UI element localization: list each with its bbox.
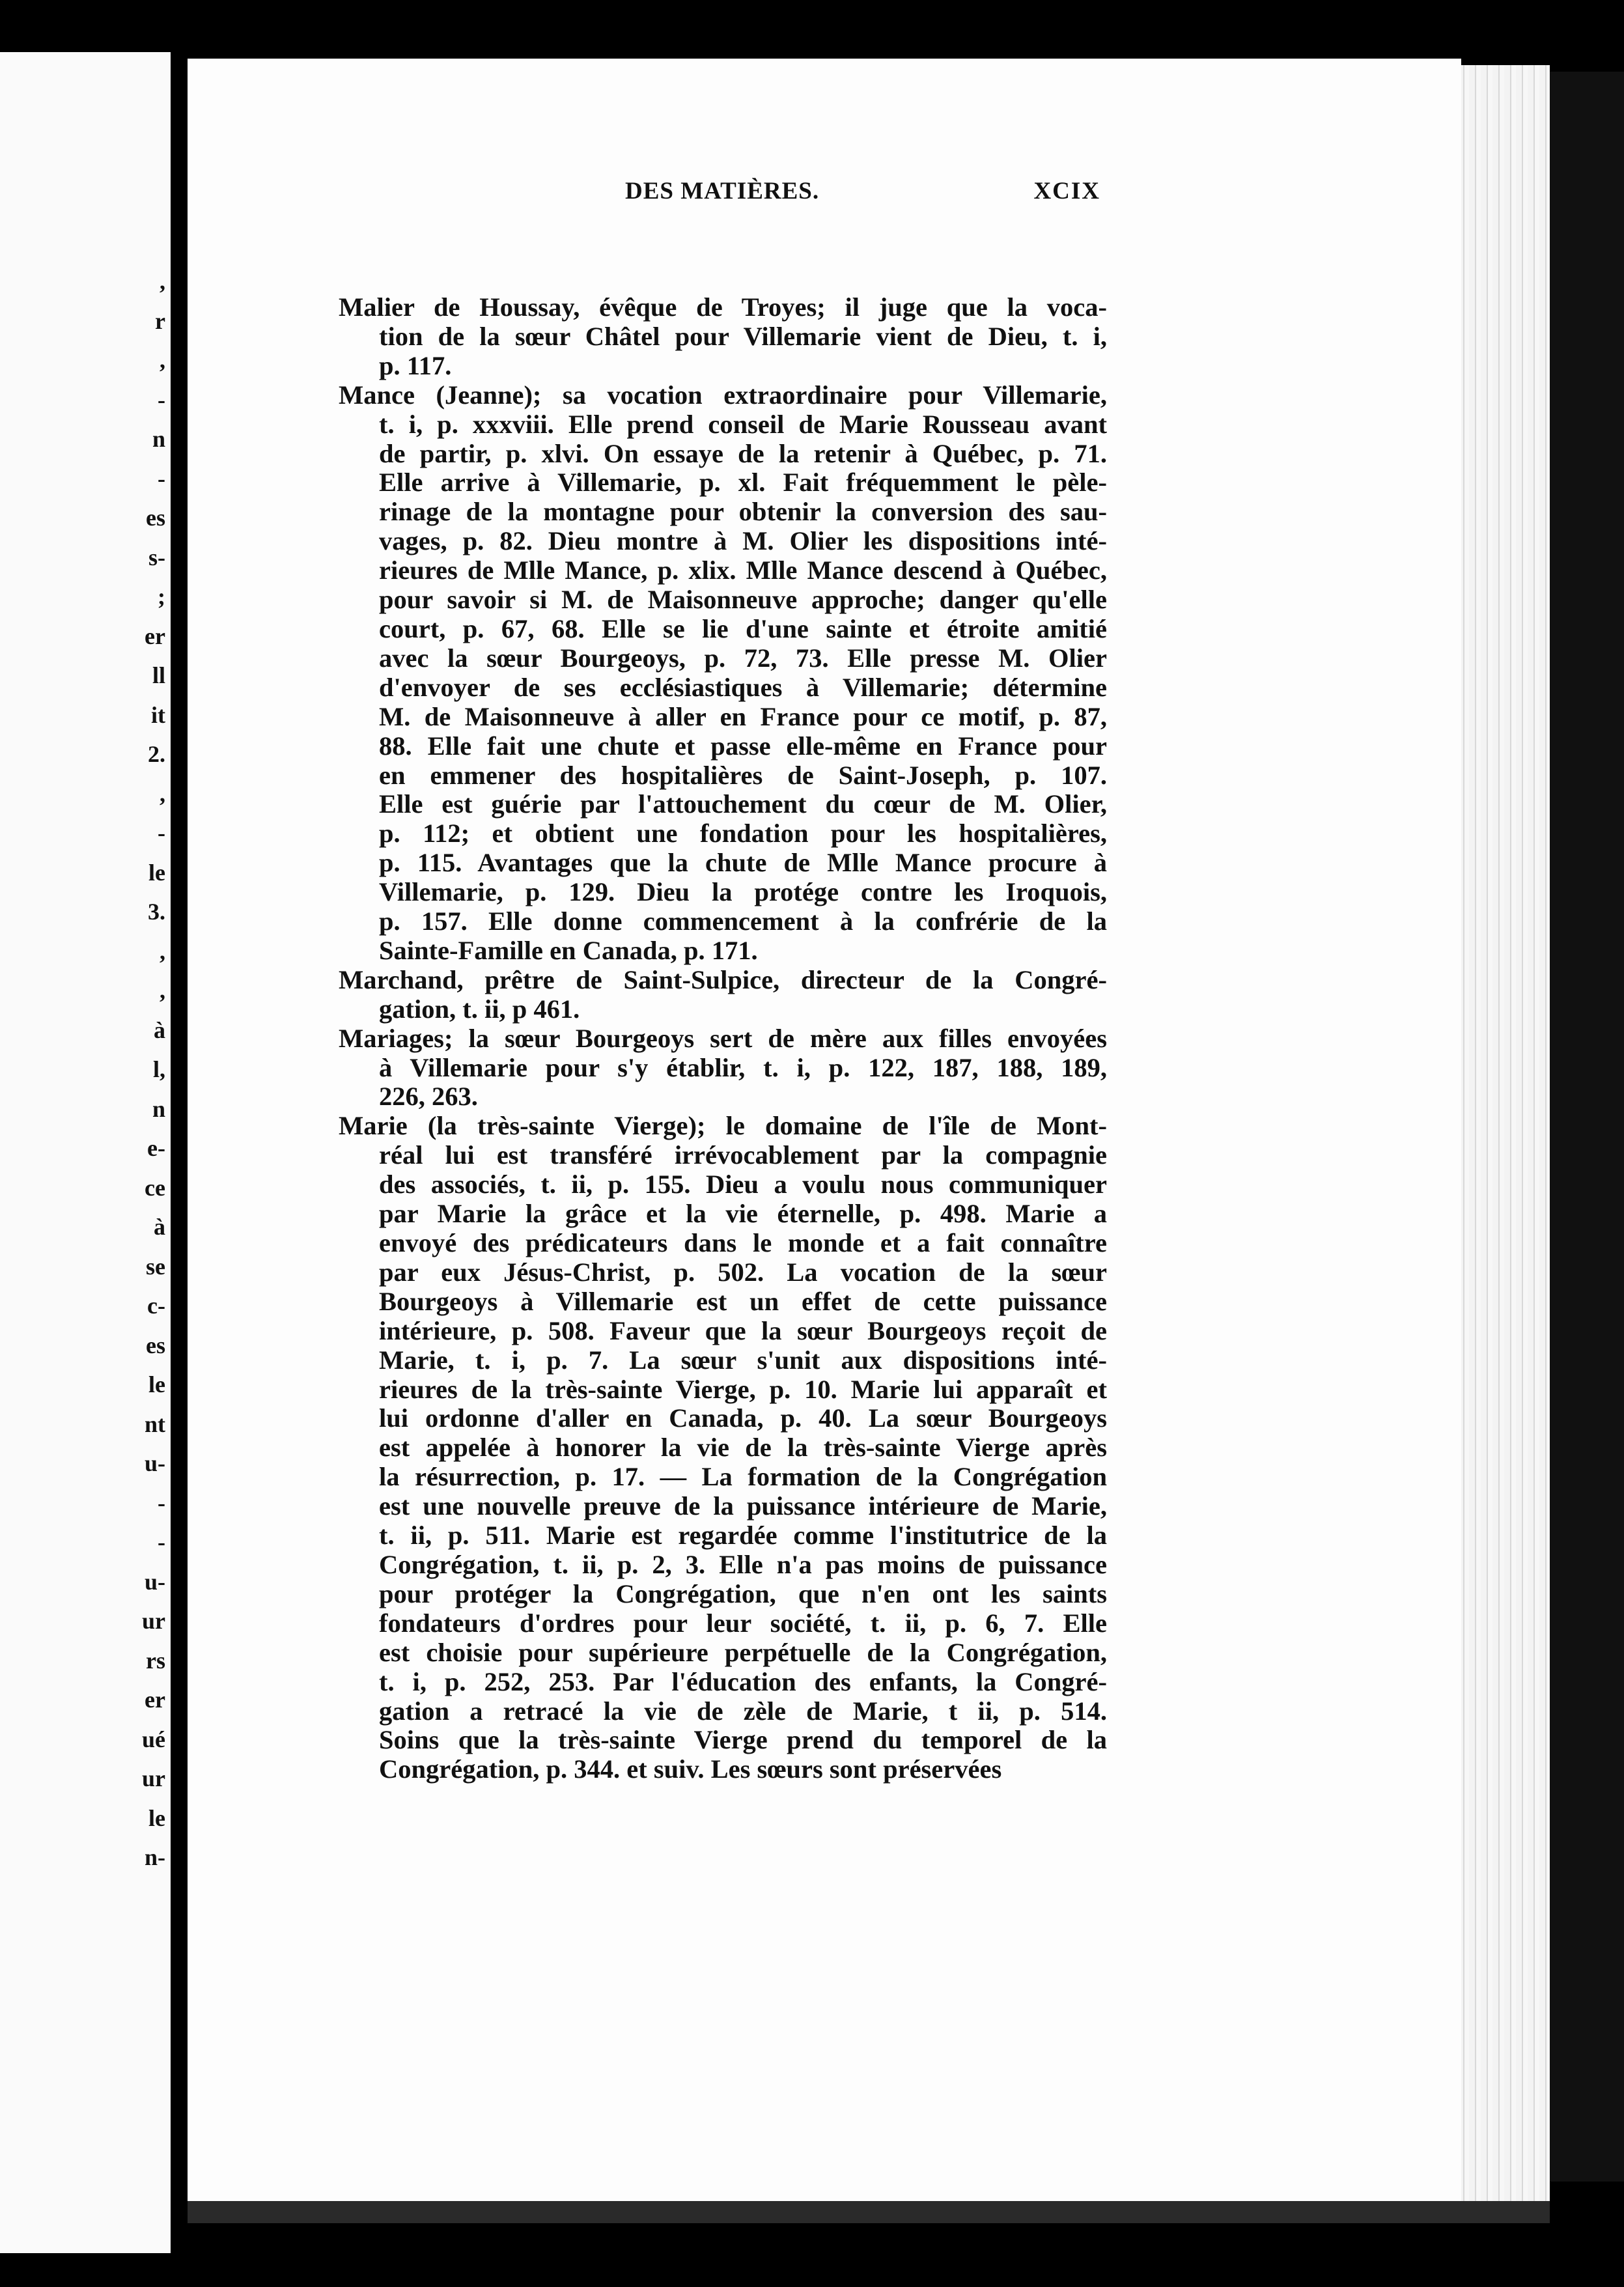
left-text-fragment: s- (148, 544, 165, 570)
left-text-fragment: le (148, 859, 165, 886)
left-text-fragment: c- (147, 1293, 165, 1319)
left-text-fragment: le (148, 1804, 165, 1831)
text-line: avec la sœur Bourgeoys, p. 72, 73. Elle presse M. Olier (379, 643, 1107, 673)
left-text-fragment: - (158, 820, 165, 846)
text-line: vages, p. 82. Dieu montre à M. Olier les dispositions inté- (379, 526, 1107, 556)
text-line: Congrégation, p. 344. et suiv. Les sœurs sont préservées (379, 1754, 1002, 1784)
left-text-fragment: , (160, 268, 165, 294)
text-line: court, p. 67, 68. Elle se lie d'une sainte et étroite amitié (379, 613, 1107, 643)
left-text-fragment: se (146, 1253, 165, 1280)
left-text-fragment: n (152, 426, 165, 452)
text-line: 226, 263. (379, 1082, 478, 1112)
text-line: p. 112; et obtient une fondation pour les hospitalières, (379, 819, 1107, 849)
index-entry (339, 1112, 1107, 1784)
text-line: Congrégation, t. ii, p. 2, 3. Elle n'a pas moins de puissance (379, 1549, 1107, 1579)
left-text-fragment: 3. (148, 899, 165, 925)
left-text-fragment: ué (142, 1726, 165, 1752)
text-line: t. i, p. 252, 253. Par l'éducation des enfants, la Congré- (379, 1666, 1107, 1696)
text-line: par Marie la grâce et la vie éternelle, p. 498. Marie a (379, 1199, 1107, 1229)
left-text-fragment: ; (158, 583, 165, 610)
left-text-fragment: ll (152, 662, 165, 688)
text-line: M. de Maisonneuve à aller en France pour ce motif, p. 87, (379, 701, 1107, 731)
text-line: réal lui est transféré irrévocablement par la compagnie (379, 1140, 1107, 1170)
text-line: est choisie pour supérieure perpétuelle de la Congrégation, (379, 1637, 1107, 1667)
text-line: Marie, t. i, p. 7. La sœur s'unit aux dispositions inté- (379, 1345, 1107, 1375)
left-text-fragment: nt (144, 1410, 165, 1437)
left-text-fragment: ur (142, 1608, 165, 1634)
left-text-fragment: 2. (148, 741, 165, 767)
text-line: Elle est guérie par l'attouchement du cœur de M. Olier, (379, 789, 1107, 819)
page-number: XCIX (1033, 178, 1100, 204)
left-text-fragment: - (158, 465, 165, 492)
left-text-fragment: r (155, 307, 165, 334)
text-line: lui ordonne d'aller en Canada, p. 40. La sœur Bourgeoys (379, 1403, 1107, 1433)
index-entry (339, 966, 1107, 1024)
left-page (0, 52, 171, 2253)
left-text-fragment: u- (144, 1568, 165, 1595)
text-line: gation a retracé la vie de zèle de Marie, t ii, p. 514. (379, 1696, 1107, 1726)
text-line: envoyé des prédicateurs dans le monde et a fait connaître (379, 1228, 1107, 1257)
left-text-fragment: , (160, 347, 165, 373)
text-line: rieures de Mlle Mance, p. xlix. Mlle Mance descend à Québec, (379, 555, 1107, 585)
left-text-fragment: it (151, 701, 165, 728)
left-text-fragment: u- (144, 1450, 165, 1476)
left-text-fragment: l, (152, 1056, 165, 1082)
left-text-fragment: ce (145, 1174, 165, 1201)
text-line: d'envoyer de ses ecclésiastiques à Villemarie; détermine (379, 672, 1107, 702)
text-line: Soins que la très-sainte Vierge prend du temporel de la (379, 1725, 1107, 1755)
book-gutter (171, 52, 188, 2266)
text-line: Mance (Jeanne); sa vocation extraordinaire pour Villemarie, (339, 380, 1107, 410)
text-line: Mariages; la sœur Bourgeoys sert de mère aux filles envoyées (339, 1023, 1107, 1053)
text-line: fondateurs d'ordres pour leur société, t. ii, p. 6, 7. Elle (379, 1608, 1107, 1638)
left-text-fragment: er (145, 623, 165, 649)
text-line: rinage de la montagne pour obtenir la conversion des sau- (379, 497, 1107, 527)
scan-border (1550, 72, 1624, 2182)
left-text-fragment: er (145, 1687, 165, 1713)
left-text-fragment: n- (144, 1844, 165, 1870)
text-line: Bourgeoys à Villemarie est un effet de cette puissance (379, 1286, 1107, 1316)
text-line: p. 157. Elle donne commencement à la confrérie de la (379, 906, 1107, 936)
left-text-fragment: le (148, 1371, 165, 1397)
index-entry (339, 1024, 1107, 1112)
left-text-fragment: à (154, 1214, 165, 1240)
text-line: pour protéger la Congrégation, que n'en ont les saints (379, 1578, 1107, 1608)
text-line: p. 115. Avantages que la chute de Mlle Mance procure à (379, 848, 1107, 878)
text-line: Marie (la très-sainte Vierge); le domaine de l'île de Mont- (339, 1111, 1107, 1141)
index-entry (339, 293, 1107, 381)
index-entry (339, 381, 1107, 966)
text-line: de partir, p. xlvi. On essaye de la retenir à Québec, p. 71. (379, 438, 1107, 468)
left-text-fragment: rs (146, 1647, 165, 1674)
text-line: en emmener des hospitalières de Saint-Joseph, p. 107. (379, 760, 1107, 790)
running-header (417, 177, 1100, 216)
left-text-fragment: n (152, 1095, 165, 1122)
left-text-fragment: - (158, 386, 165, 413)
text-line: tion de la sœur Châtel pour Villemarie vient de Dieu, t. i, (379, 321, 1107, 351)
left-text-fragment: es (146, 505, 165, 531)
left-text-fragment: e- (147, 1135, 165, 1161)
text-line: Sainte-Famille en Canada, p. 171. (379, 935, 758, 965)
text-line: pour savoir si M. de Maisonneuve approche; danger qu'elle (379, 585, 1107, 615)
left-text-fragment: ur (142, 1765, 165, 1791)
left-text-fragment: , (160, 977, 165, 1003)
text-line: par eux Jésus-Christ, p. 502. La vocation de la sœur (379, 1257, 1107, 1287)
index-text (339, 293, 1107, 1784)
text-line: Villemarie, p. 129. Dieu la protége contre les Iroquois, (379, 877, 1107, 907)
left-text-fragment: - (158, 1489, 165, 1516)
text-line: gation, t. ii, p 461. (379, 994, 580, 1024)
text-line: p. 117. (379, 350, 452, 380)
left-text-fragment: à (154, 1017, 165, 1043)
text-line: la résurrection, p. 17. — La formation de la Congrégation (379, 1462, 1107, 1492)
text-line: Malier de Houssay, évêque de Troyes; il juge que la voca- (339, 292, 1107, 322)
section-title: DES MATIÈRES. (625, 178, 820, 204)
left-text-fragment: , (160, 780, 165, 807)
text-line: Marchand, prêtre de Saint-Sulpice, directeur de la Congré- (339, 964, 1107, 994)
text-line: des associés, t. ii, p. 155. Dieu a voulu nous communiquer (379, 1170, 1107, 1200)
left-page-text-fragments (0, 52, 171, 2253)
page-bottom-shadow (188, 2201, 1550, 2223)
text-line: t. i, p. xxxviii. Elle prend conseil de Marie Rousseau avant (379, 409, 1107, 439)
text-line: est appelée à honorer la vie de la très-sainte Vierge après (379, 1433, 1107, 1463)
text-line: est une nouvelle preuve de la puissance intérieure de Marie, (379, 1491, 1107, 1521)
text-line: rieures de la très-sainte Vierge, p. 10. Marie lui apparaît et (379, 1374, 1107, 1404)
left-text-fragment: es (146, 1332, 165, 1358)
page-stack-edges (1446, 65, 1550, 2201)
text-line: intérieure, p. 508. Faveur que la sœur Bourgeoys reçoit de (379, 1315, 1107, 1345)
text-line: Elle arrive à Villemarie, p. xl. Fait fréquemment le pèle- (379, 468, 1107, 498)
text-line: t. ii, p. 511. Marie est regardée comme l'institutrice de la (379, 1521, 1107, 1550)
text-line: à Villemarie pour s'y établir, t. i, p. 122, 187, 188, 189, (379, 1052, 1107, 1082)
text-line: 88. Elle fait une chute et passe elle-même en France pour (379, 731, 1107, 761)
left-text-fragment: - (158, 1529, 165, 1555)
left-text-fragment: , (160, 938, 165, 964)
